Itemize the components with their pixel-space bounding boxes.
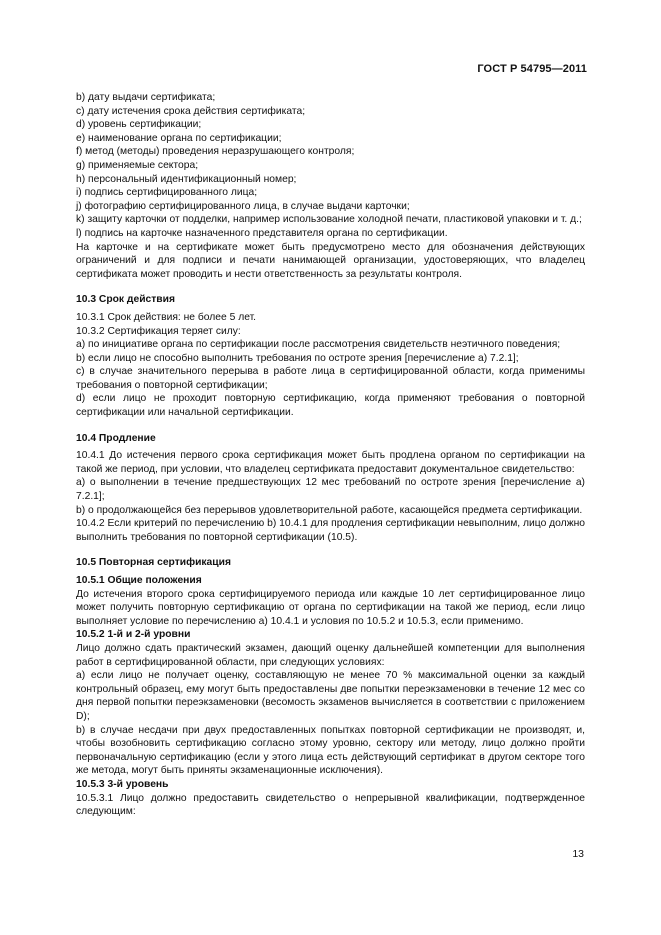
subsection-10-5-2-heading: 10.5.2 1-й и 2-й уровни bbox=[76, 629, 191, 641]
paragraph: 10.5.3.1 Лицо должно предоставить свидетельство о непрерывной квалификации, подтвержденное следующим: bbox=[76, 792, 585, 818]
section-10-3-heading: 10.3 Срок действия bbox=[76, 294, 175, 306]
list-item: e) наименование органа по сертификации; bbox=[76, 132, 282, 144]
list-item: b) о продолжающейся без перерывов удовлетворительной работе, касающейся предмета сертификации. bbox=[76, 504, 583, 516]
list-item: k) защиту карточки от подделки, например использование холодной печати, пластиковой упаковки и т. д.; bbox=[76, 214, 582, 226]
list-item: a) по инициативе органа по сертификации после рассмотрения свидетельств неэтичного поведения; bbox=[76, 339, 561, 351]
list-item: d) если лицо не проходит повторную сертификацию, когда применяют требования о повторной сертификации или начальной сертификации. bbox=[76, 393, 585, 419]
list-item: d) уровень сертификации; bbox=[76, 119, 202, 131]
paragraph: 10.4.1 До истечения первого срока сертификация может быть продлена органом по сертификации на такой же период, при условии, что владелец сертификата предоставит документальное свидетельство: bbox=[76, 450, 585, 475]
list-item: c) в случае значительного перерыва в работе лица в сертифицированной области, когда применимы требования о повторной сертификации; bbox=[76, 366, 585, 391]
list-item: g) применяемые сектора; bbox=[76, 159, 199, 171]
list-item: l) подпись на карточке назначенного представителя органа по сертификации. bbox=[76, 227, 448, 239]
list-item: a) если лицо не получает оценку, составляющую не менее 70 % максимальной оценки за каждый контрольный образец, ему могут быть предоставлены две попытки переэкзаменовки в течение 12 мес со дня первой попытки переэкзаменовки (весомость экзаменов вычисляется в соответствии с приложением D); bbox=[76, 670, 585, 722]
paragraph: До истечения второго срока сертифицируемого периода или каждые 10 лет сертифицированное лицо может получить повторную сертификацию от органа по сертификации на такой же период, если лицо выполняет условие по перечислению a) 10.4.1 и условия по 10.5.2 и 10.5.3, если применимо. bbox=[76, 588, 585, 627]
section-10-5-heading: 10.5 Повторная сертификация bbox=[76, 557, 231, 569]
page-body bbox=[76, 91, 585, 819]
list-item: a) о выполнении в течение предшествующих 12 мес требований по остроте зрения [перечисление а) 7.2.1]; bbox=[76, 477, 585, 503]
paragraph: 10.3.2 Сертификация теряет силу: bbox=[76, 325, 241, 337]
paragraph: 10.4.2 Если критерий по перечислению b) 10.4.1 для продления сертификации невыполним, лицо должно выполнить требования по повторной сертификации (10.5). bbox=[76, 518, 585, 543]
standard-header: ГОСТ Р 54795—2011 bbox=[477, 63, 587, 75]
list-item: b) в случае несдачи при двух предоставленных попытках повторной сертификации не производят, и, чтобы возобновить сертификацию согласно этому уровню, сектору или методу, лицо должно пройти первоначальную сертификацию (если у этого лица есть действующий сертификат в другом секторе того же метода, могут быть приняты экзаменационные исключения). bbox=[76, 724, 585, 777]
list-item: b) дату выдачи сертификата; bbox=[76, 92, 216, 103]
certificate-contents-list bbox=[76, 91, 585, 241]
subsection-10-5-3-heading: 10.5.3 3-й уровень bbox=[76, 778, 169, 790]
card-note-paragraph: На карточке и на сертификате может быть предусмотрено место для обозначения действующих ограничений и для подписи и печати нанимающей организации, удостоверяющих, что владелец сертификата может проводить и нести ответственность за результаты контроля. bbox=[76, 241, 585, 280]
section-10-4-heading: 10.4 Продление bbox=[76, 432, 156, 444]
paragraph: Лицо должно сдать практический экзамен, дающий оценку дальнейшей компетенции для выполнения работ в сертифицированной области, при следующих условиях: bbox=[76, 642, 585, 668]
list-item: f) метод (методы) проведения неразрушающего контроля; bbox=[76, 146, 355, 158]
list-item: c) дату истечения срока действия сертификата; bbox=[76, 105, 306, 117]
page-number: 13 bbox=[572, 848, 584, 860]
list-item: j) фотографию сертифицированного лица, в случае выдачи карточки; bbox=[76, 200, 410, 212]
subsection-10-5-1-heading: 10.5.1 Общие положения bbox=[76, 575, 202, 586]
paragraph: 10.3.1 Срок действия: не более 5 лет. bbox=[76, 311, 257, 323]
list-item: h) персональный идентификационный номер; bbox=[76, 173, 297, 185]
list-item: b) если лицо не способно выполнить требования по остроте зрения [перечисление а) 7.2.1]; bbox=[76, 352, 519, 364]
list-item: i) подпись сертифицированного лица; bbox=[76, 187, 258, 199]
